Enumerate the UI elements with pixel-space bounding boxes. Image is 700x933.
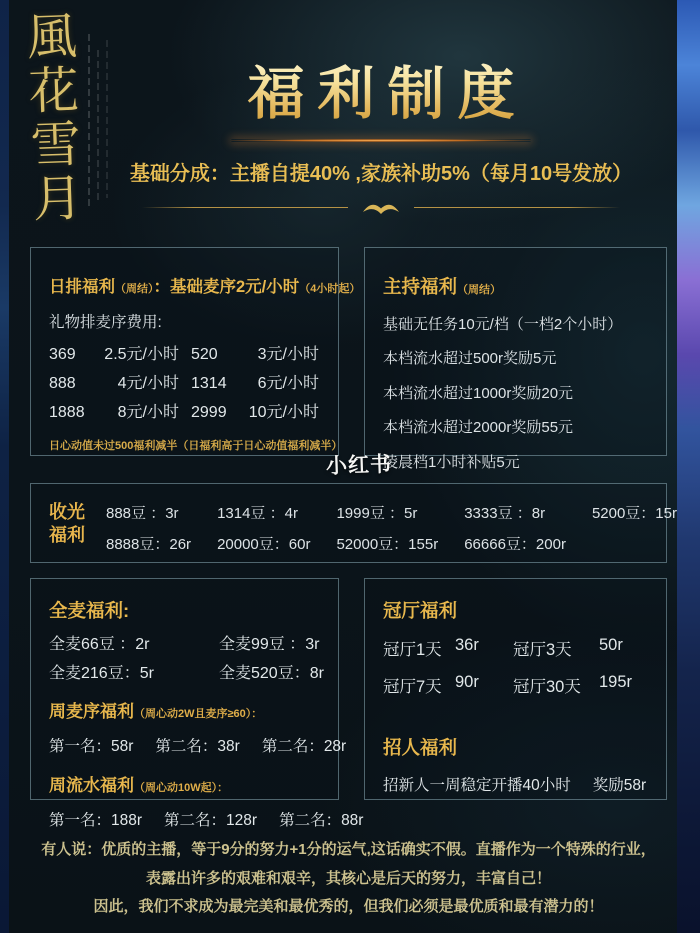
footer-line: 因此，我们不求成为最完美和最优秀的，但我们必须是最优质和最有潜力的！ xyxy=(93,898,604,915)
shouguang-cell: 66666豆：200r xyxy=(464,536,566,553)
crown-cell: 冠厅3天 xyxy=(513,641,572,659)
brand-calligraphy: 風花雪月 xyxy=(18,9,84,227)
weekly-mic-title-note: （周心动2W且麦序≥60）： xyxy=(134,708,263,720)
daily-mic-title-colon: ： xyxy=(153,278,170,296)
host-rule: 本档流水超过1000r奖励20元 xyxy=(383,384,574,402)
footer-line: 有人说：优质的主播，等于9分的努力+1分的运气,这话确实不假。直播作为一个特殊的行业， xyxy=(41,841,656,858)
footer-message xyxy=(30,836,667,922)
fee-cell: 6元/小时 xyxy=(257,375,319,392)
rank-cell: 第二名：88r xyxy=(279,812,364,829)
host-rule: 本档流水超过2000r奖励55元 xyxy=(383,419,574,436)
shouguang-cell: 1314豆 ：4r xyxy=(217,505,298,522)
full-mic-title xyxy=(49,597,326,623)
xiaohongshu-watermark: 小红书 xyxy=(325,452,393,479)
divider-line-right xyxy=(414,207,620,208)
fee-cell: 4元/小时 xyxy=(117,375,179,392)
divider-line-left xyxy=(142,207,348,208)
shouguang-label-line: 福利 xyxy=(49,525,85,545)
recruit-condition: 招新人一周稳定开播40小时 xyxy=(383,777,571,794)
recruit-title xyxy=(383,734,654,760)
fee-cell: 10元/小时 xyxy=(248,404,319,421)
weekly-mic-ranking xyxy=(49,734,347,756)
crown-cell: 冠厅7天 xyxy=(383,678,442,696)
crown-price-row xyxy=(383,636,654,660)
full-mic-welfare-box xyxy=(30,578,364,829)
shouguang-cell: 5200豆：15r xyxy=(591,505,677,522)
crown-cell: 36r xyxy=(455,636,479,654)
weekly-flow-title xyxy=(49,771,326,796)
shouguang-label-line: 收光 xyxy=(49,502,85,522)
vertical-text-decoration xyxy=(97,50,99,200)
crown-price-row xyxy=(383,673,654,697)
crown-recruit-box xyxy=(364,578,667,800)
host-title-main: 主持福利 xyxy=(383,276,458,297)
fee-cell: 520 xyxy=(191,346,218,363)
fee-cell: 2.5元/小时 xyxy=(104,346,179,363)
full-mic-table xyxy=(49,636,326,682)
host-welfare-box xyxy=(364,247,667,471)
gift-mic-fee-label: 礼物排麦序费用: xyxy=(49,314,162,331)
daily-mic-note: 日心动值未过500福利减半（日福利高于日心动值福利减半） xyxy=(49,440,343,452)
daily-mic-welfare-box xyxy=(30,247,361,456)
rank-cell: 第一名：188r xyxy=(49,812,143,829)
header-divider xyxy=(100,200,662,215)
host-title xyxy=(383,273,652,299)
fee-cell: 2999 xyxy=(191,404,227,421)
base-split-subtitle: 基础分成：主播自提40% ,家族补助5%（每月10号发放） xyxy=(129,163,633,185)
weekly-flow-title-note: （周心动10W起）： xyxy=(134,782,229,794)
fee-cell: 1888 xyxy=(49,404,85,421)
fee-cell: 3元/小时 xyxy=(257,346,319,363)
footer-line: 表露出许多的艰难和艰辛，其核心是后天的努力，丰富自己！ xyxy=(145,869,551,887)
rank-cell: 第二名：28r xyxy=(261,738,347,755)
rank-cell: 第一名：58r xyxy=(49,738,134,755)
weekly-mic-title xyxy=(49,697,326,722)
vertical-text-decoration xyxy=(88,34,90,206)
weekly-mic-title-text: 周麦序福利 xyxy=(49,702,134,721)
rank-cell: 第二名：38r xyxy=(155,738,240,755)
full-mic-cell: 全麦216豆：5r xyxy=(49,665,154,682)
daily-mic-title-note: （周结） xyxy=(115,283,154,295)
host-rule: 基础无任务10元/档（一档2个小时） xyxy=(383,315,623,333)
shouguang-cell: 3333豆 ：8r xyxy=(464,505,546,522)
gift-mic-fee-table xyxy=(49,346,322,421)
shouguang-label xyxy=(49,499,106,562)
shouguang-cell: 8888豆：26r xyxy=(106,536,192,553)
weekly-flow-ranking xyxy=(49,808,364,830)
shouguang-cell: 1999豆 ：5r xyxy=(336,505,418,522)
daily-mic-title-rest: 基础麦序2元/小时 xyxy=(170,278,300,296)
full-mic-cell: 全麦520豆：8r xyxy=(219,665,324,682)
host-rule: 凌晨档1小时补贴5元 xyxy=(383,453,520,471)
crown-cell: 195r xyxy=(599,673,633,691)
full-mic-title-text: 全麦福利: xyxy=(49,600,130,621)
daily-mic-title xyxy=(49,273,361,297)
crown-cell: 冠厅30天 xyxy=(513,678,581,696)
shouguang-table xyxy=(106,499,677,562)
recruit-reward: 奖励58r xyxy=(592,777,647,794)
title-glow-line xyxy=(231,139,531,142)
weekly-flow-title-text: 周流水福利 xyxy=(49,776,134,795)
fee-cell: 888 xyxy=(49,375,76,392)
shouguang-cell: 52000豆：155r xyxy=(336,536,439,553)
full-mic-cell: 全麦66豆 ：2r xyxy=(49,636,150,653)
shouguang-welfare-band xyxy=(30,483,677,563)
right-edge-artwork xyxy=(677,0,700,933)
recruit-title-text: 招人福利 xyxy=(383,737,458,758)
daily-mic-title-main: 日排福利 xyxy=(49,278,115,296)
fee-cell: 1314 xyxy=(191,375,227,392)
crown-cell: 冠厅1天 xyxy=(383,641,442,659)
shouguang-cell: 20000豆：60r xyxy=(217,536,311,553)
page-title: 福利制度 xyxy=(100,48,662,130)
daily-mic-title-rest-note: （4小时起） xyxy=(299,283,361,295)
left-edge-strip xyxy=(0,0,9,933)
full-mic-cell: 全麦99豆 ：3r xyxy=(219,636,320,653)
host-title-note: （周结） xyxy=(457,284,502,296)
header xyxy=(100,48,662,215)
rank-cell: 第二名：128r xyxy=(164,812,258,829)
shouguang-cell: 888豆 ：3r xyxy=(106,505,179,522)
recruit-rule xyxy=(383,773,654,795)
fee-cell: 8元/小时 xyxy=(117,404,179,421)
crown-title xyxy=(383,597,654,623)
fee-cell: 369 xyxy=(49,346,76,363)
bird-icon xyxy=(362,200,400,215)
crown-cell: 50r xyxy=(599,636,623,654)
crown-cell: 90r xyxy=(455,673,479,691)
host-rule: 本档流水超过500r奖励5元 xyxy=(383,350,557,367)
crown-title-text: 冠厅福利 xyxy=(383,600,458,621)
